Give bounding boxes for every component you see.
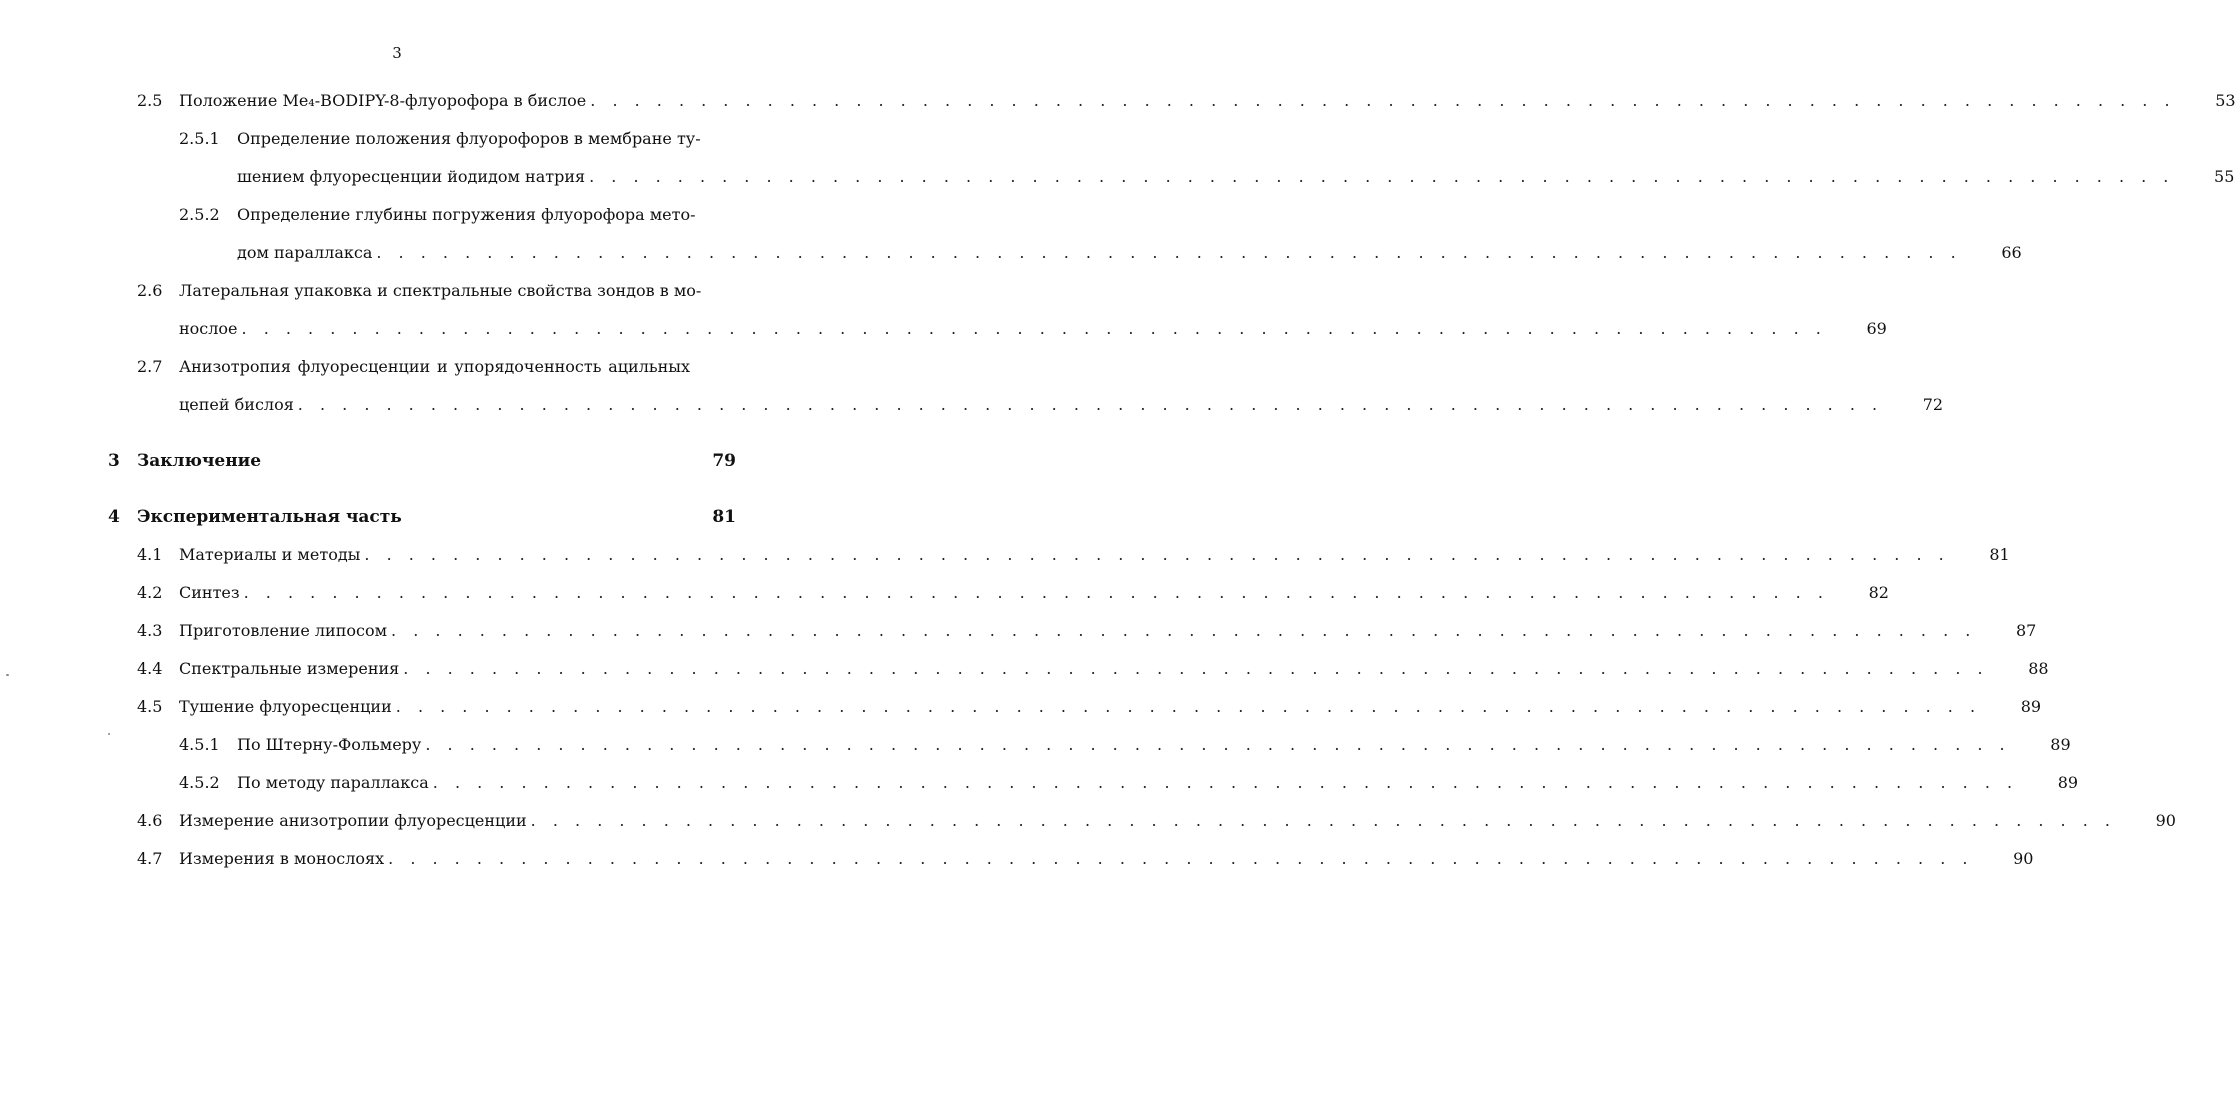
toc-entry-title-line: Измерение анизотропии флуоресценции: [179, 811, 527, 830]
dot-leader: . . . . . . . . . . . . . . . . . . . . . . . . . . . . . . . . . . . . . . . . . . . . . . . . . . . . . . . . . . . . . . . . . . . . . . . .: [388, 849, 1974, 868]
toc-entry[interactable]: [0, 730, 2071, 768]
toc-entry-page: 79: [712, 451, 736, 471]
toc-entry-title-line: Спектральные измерения: [179, 659, 400, 678]
toc-entry-title-line: Тушение флуоресценции: [179, 697, 392, 716]
toc-entry[interactable]: [0, 692, 2042, 730]
dot-leader: . . . . . . . . . . . . . . . . . . . . . . . . . . . . . . . . . . . . . . . . . . . . . . . . . . . . . . . . . . . . . . . . . . . . . . . .: [589, 167, 2175, 186]
dot-leader: . . . . . . . . . . . . . . . . . . . . . . . . . . . . . . . . . . . . . . . . . . . . . . . . . . . . . . . . . . . . . . . . . . . . . . . .: [243, 583, 1829, 602]
toc-entry-number: 3: [108, 451, 120, 471]
toc-entry-page: 89: [2057, 773, 2079, 792]
toc-entry-title-line: Заключение: [137, 451, 262, 471]
toc-entry-number: 4.6: [137, 811, 163, 830]
toc-entry[interactable]: [0, 540, 2010, 578]
toc-entry-title-line: Латеральная упаковка и спектральные свойства зондов в мо-: [179, 281, 702, 300]
toc-entry-title-line: По методу параллакса: [237, 773, 429, 792]
toc-entry-title-line: Анизотропия флуоресценции и упорядоченность ацильных: [179, 357, 690, 376]
dot-leader: . . . . . . . . . . . . . . . . . . . . . . . . . . . . . . . . . . . . . . . . . . . . . . . . . . . . . . . . . . . . . . . . . . . . . . . .: [297, 395, 1884, 414]
toc-entry-number: 4.5.2: [179, 773, 220, 792]
toc-entry[interactable]: [0, 502, 794, 540]
toc-entry-page: 82: [1868, 583, 1889, 602]
dot-leader: . . . . . . . . . . . . . . . . . . . . . . . . . . . . . . . . . . . . . . . . . . . . . . . . . . . . . . . . . . . . . . . . . . . . . . . .: [590, 91, 2176, 110]
toc-entry-title-line: По Штерну-Фольмеру: [237, 735, 422, 754]
dot-leader: . . . . . . . . . . . . . . . . . . . . . . . . . . . . . . . . . . . . . . . . . . . . . . . . . . . . . . . . . . . . . . . . . . . . . . . .: [364, 545, 1950, 564]
toc-entry-page: 89: [2050, 735, 2071, 754]
toc-entry-page: 55: [2214, 167, 2235, 186]
toc-entry[interactable]: [0, 352, 1944, 428]
toc-entry-title-line: дом параллакса: [237, 243, 373, 262]
toc-entry-page: 88: [2028, 659, 2049, 678]
toc-entry-page: 66: [2001, 243, 2022, 262]
scan-speck: [108, 733, 110, 735]
toc-entry-title-line: Определение глубины погружения флуорофора мето-: [237, 205, 696, 224]
toc-entry-page: 69: [1866, 319, 1887, 338]
toc-entry[interactable]: [0, 806, 2176, 844]
toc-entry[interactable]: [0, 768, 2079, 806]
toc-entry[interactable]: [0, 276, 1887, 352]
toc-entry-title-line: шением флуоресценции йодидом натрия: [237, 167, 586, 186]
toc-entry-number: 2.5.2: [179, 205, 220, 224]
toc-entry-title-line: цепей бислоя: [179, 395, 294, 414]
toc-entry[interactable]: [0, 578, 1889, 616]
toc-entry-number: 4.5: [137, 697, 163, 716]
toc-entry-title-line: Приготовление липосом: [179, 621, 388, 640]
toc-entry[interactable]: [0, 124, 2235, 200]
toc-entry-page: 81: [1989, 545, 2010, 564]
toc-entry-number: 2.7: [137, 357, 163, 376]
toc-entry-title-line: Экспериментальная часть: [137, 507, 402, 527]
toc-entry-title-line: Положение Me₄-BODIPY-8-флуорофора в бислое: [179, 91, 587, 110]
toc-entry-number: 4.7: [137, 849, 163, 868]
toc-entry-page: 90: [2013, 849, 2034, 868]
page-number: 3: [392, 44, 402, 62]
toc-entry-page: 90: [2155, 811, 2176, 830]
toc-entry[interactable]: [0, 844, 2034, 882]
dot-leader: . . . . . . . . . . . . . . . . . . . . . . . . . . . . . . . . . . . . . . . . . . . . . . . . . . . . . . . . . . . . . . . . . . . . . . . .: [241, 319, 1827, 338]
dot-leader: . . . . . . . . . . . . . . . . . . . . . . . . . . . . . . . . . . . . . . . . . . . . . . . . . . . . . . . . . . . . . . . . . . . . . . . .: [425, 735, 2011, 754]
toc-entry-number: 2.5: [137, 91, 163, 110]
toc-entry[interactable]: [0, 446, 794, 484]
toc-entry[interactable]: [0, 616, 2037, 654]
dot-leader: . . . . . . . . . . . . . . . . . . . . . . . . . . . . . . . . . . . . . . . . . . . . . . . . . . . . . . . . . . . . . . . . . . . . . . . .: [432, 773, 2019, 792]
toc-entry-title-line: Синтез: [179, 583, 240, 602]
toc-entry-title-line: нослое: [179, 319, 238, 338]
toc-entry[interactable]: [0, 654, 2049, 692]
toc-entry-title-line: Измерения в монослоях: [179, 849, 385, 868]
scan-speck: [6, 674, 9, 676]
toc-entry-page: 81: [712, 507, 736, 527]
toc-entry-number: 4.1: [137, 545, 163, 564]
toc-entry-page: 87: [2015, 621, 2037, 640]
toc-entry-page: 89: [2020, 697, 2042, 716]
toc-entry-number: 4: [108, 507, 120, 527]
toc-entry[interactable]: [0, 86, 2236, 124]
toc-entry-number: 4.5.1: [179, 735, 220, 754]
dot-leader: . . . . . . . . . . . . . . . . . . . . . . . . . . . . . . . . . . . . . . . . . . . . . . . . . . . . . . . . . . . . . . . . . . . . . . . .: [391, 621, 1977, 640]
toc-entry-number: 2.5.1: [179, 129, 220, 148]
toc-entry-title-line: Определение положения флуорофоров в мембране ту-: [237, 129, 701, 148]
dot-leader: . . . . . . . . . . . . . . . . . . . . . . . . . . . . . . . . . . . . . . . . . . . . . . . . . . . . . . . . . . . . . . . . . . . . . . . .: [403, 659, 1989, 678]
toc-entry-number: 4.3: [137, 621, 163, 640]
toc-entry-page: 53: [2215, 91, 2236, 110]
toc-entry-number: 2.6: [137, 281, 163, 300]
dot-leader: . . . . . . . . . . . . . . . . . . . . . . . . . . . . . . . . . . . . . . . . . . . . . . . . . . . . . . . . . . . . . . . . . . . . . . . .: [395, 697, 1982, 716]
toc-entry[interactable]: [0, 200, 2022, 276]
toc-entry-number: 4.4: [137, 659, 163, 678]
dot-leader: . . . . . . . . . . . . . . . . . . . . . . . . . . . . . . . . . . . . . . . . . . . . . . . . . . . . . . . . . . . . . . . . . . . . . . . .: [530, 811, 2116, 830]
dot-leader: . . . . . . . . . . . . . . . . . . . . . . . . . . . . . . . . . . . . . . . . . . . . . . . . . . . . . . . . . . . . . . . . . . . . . . . .: [376, 243, 1962, 262]
toc-entry-page: 72: [1922, 395, 1944, 414]
table-of-contents: [0, 86, 2236, 882]
toc-entry-number: 4.2: [137, 583, 163, 602]
toc-entry-title-line: Материалы и методы: [179, 545, 361, 564]
